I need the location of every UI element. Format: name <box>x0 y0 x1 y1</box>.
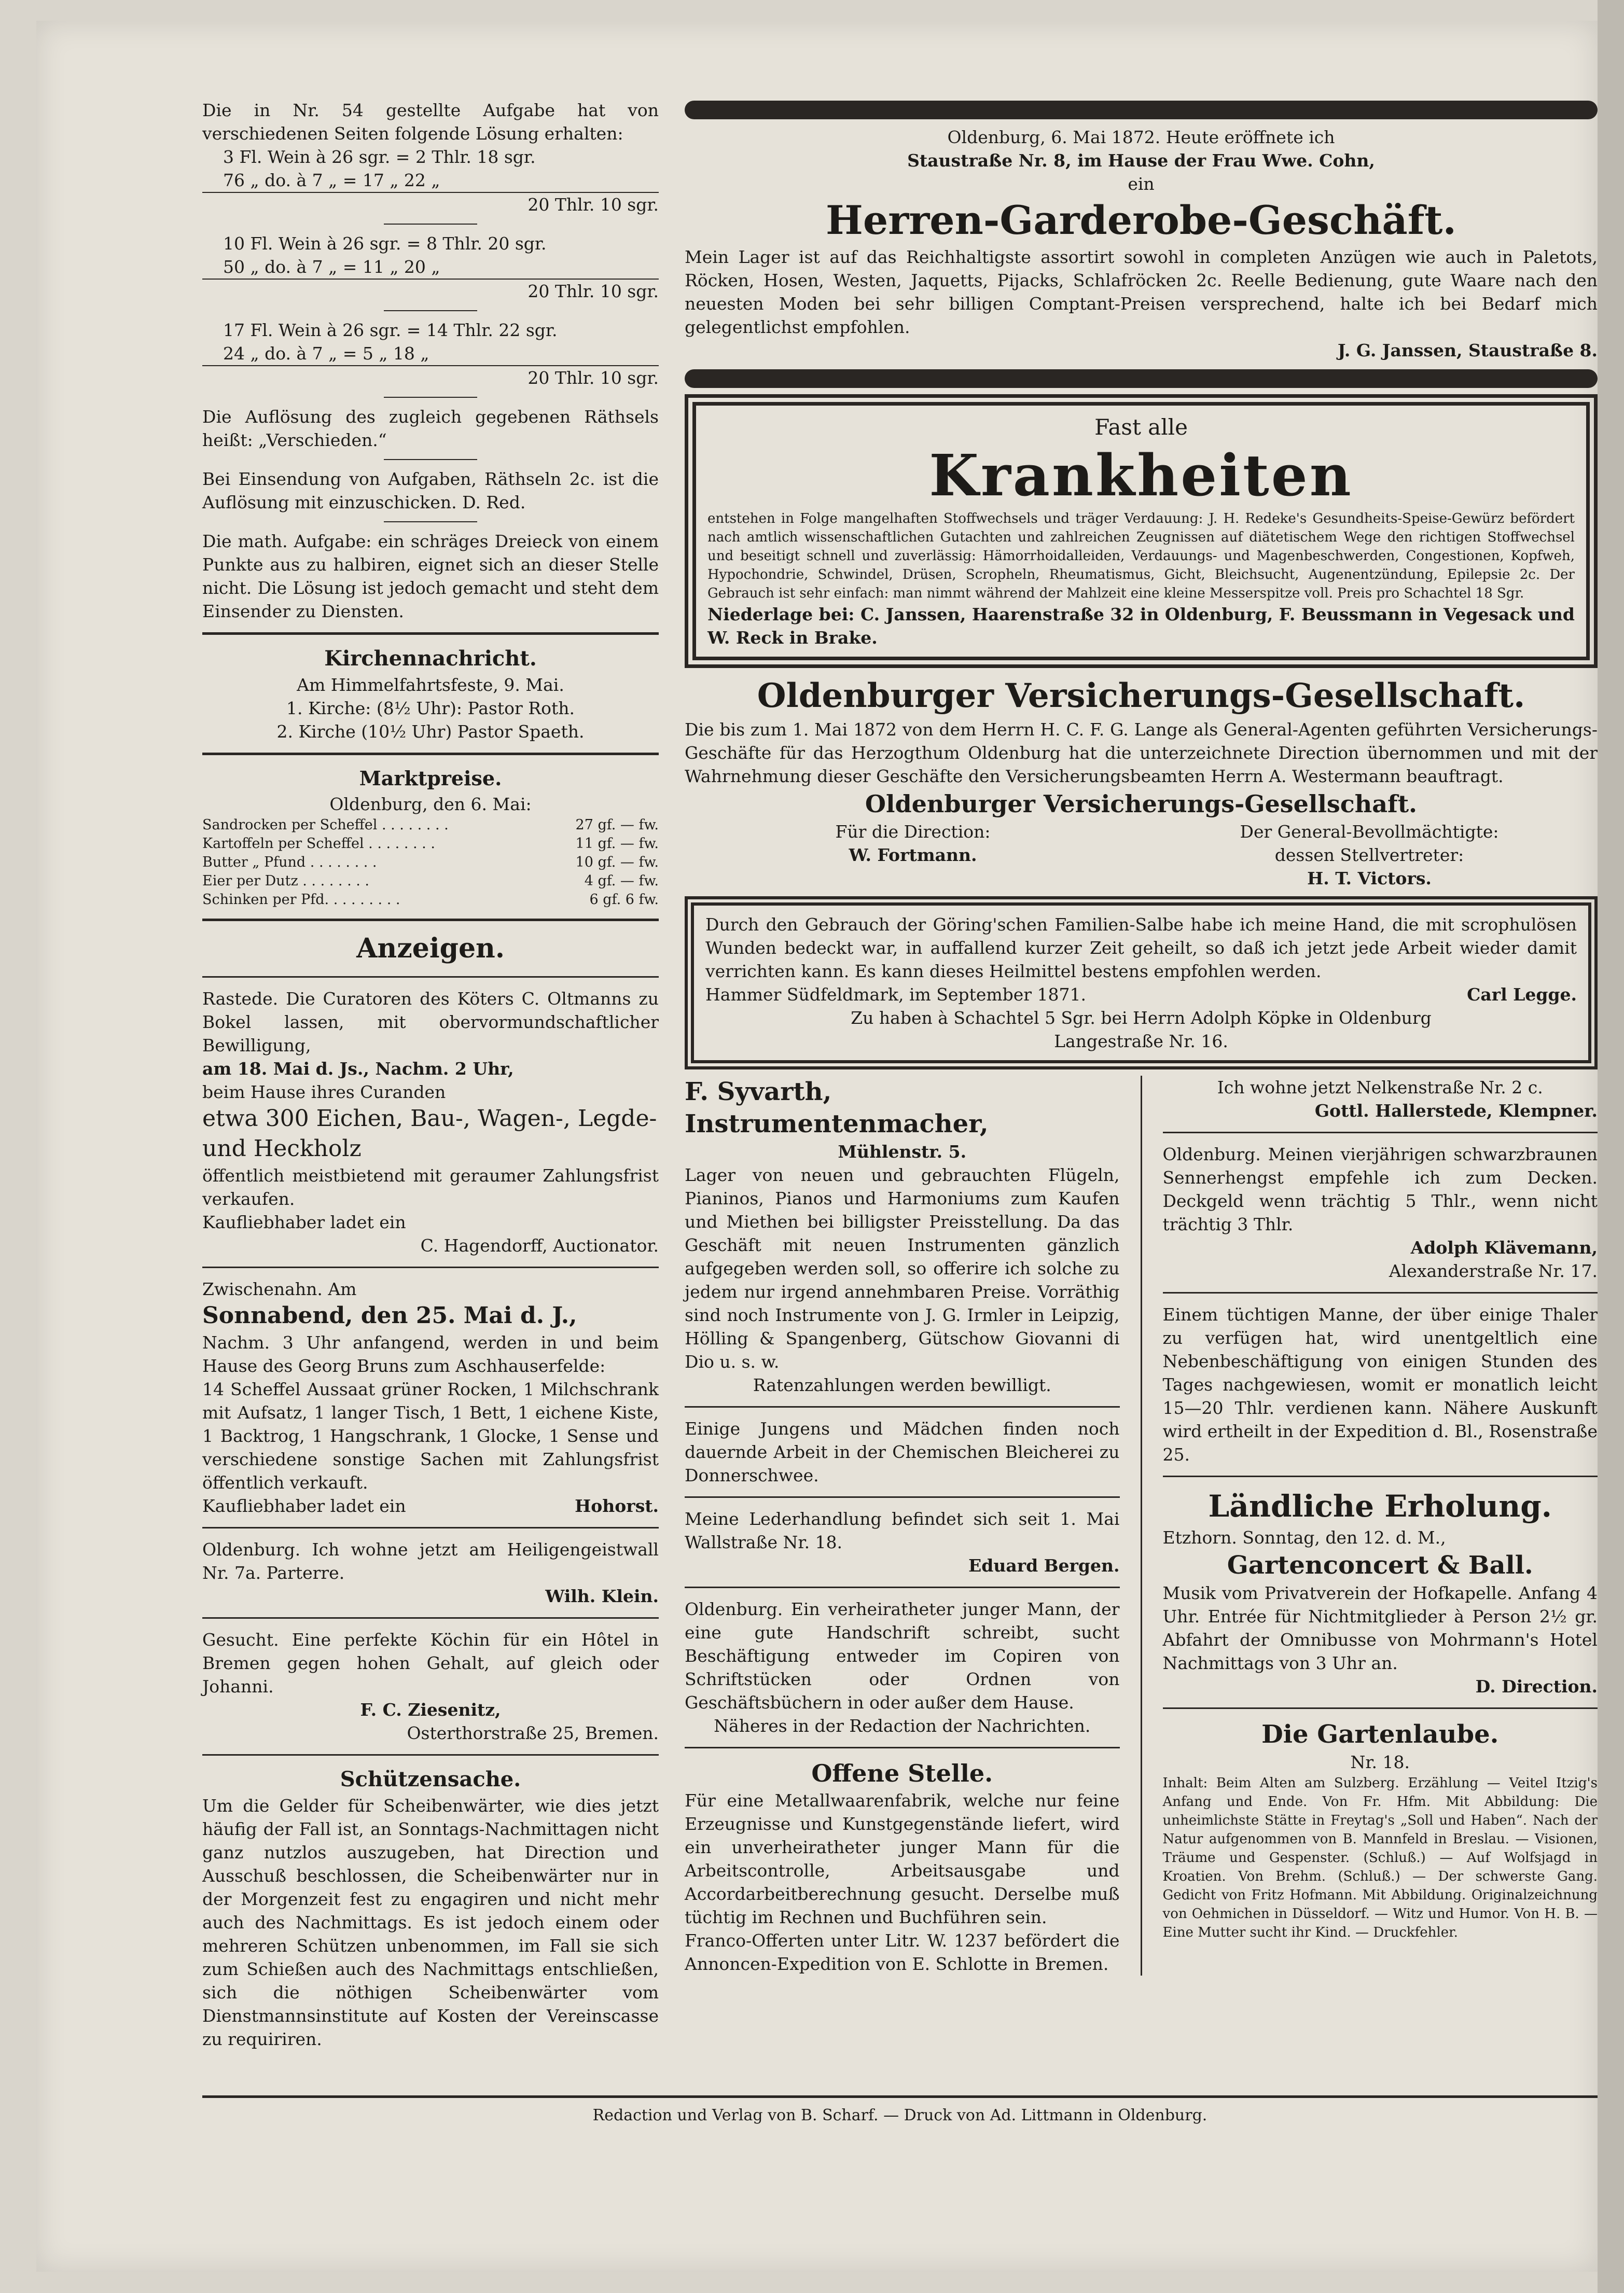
section-rule <box>202 919 659 921</box>
ad-hengst-address: Alexanderstraße Nr. 17. <box>1389 1261 1598 1281</box>
ad-schreiber-end: Näheres in der Redaction der Nachrichten. <box>714 1716 1091 1736</box>
ad-zwischenahn-date: Sonnabend, den 25. Mai d. J., <box>202 1302 577 1329</box>
ad-versicherung-r1: Der General-Bevollmächtigte: <box>1240 822 1499 842</box>
ornament-bar <box>685 101 1598 119</box>
ad-klein-text: Oldenburg. Ich wohne jetzt am Heiligengeistwall Nr. 7a. Parterre. <box>202 1539 659 1583</box>
ad-erholung-text: Musik vom Privatverein der Hofkapelle. Anfang 4 Uhr. Entrée für Nichtmitglieder à Person 2½ gr. Abfahrt der Omnibusse von Mohrmann's Hotel Nachmittags von 3 Uhr an. <box>1162 1583 1598 1673</box>
ad-versicherung-l1: Für die Direction: <box>835 822 991 842</box>
footer-rule <box>202 2095 1598 2098</box>
ad-rastede-invite: Kaufliebhaber ladet ein <box>202 1212 406 1232</box>
ad-koechin-address: Osterthorstraße 25, Bremen. <box>407 1723 659 1743</box>
ad-erholung-title2: Gartenconcert & Ball. <box>1227 1551 1533 1580</box>
market-price: 11 gf. — fw. <box>575 836 659 852</box>
right-column <box>685 99 1598 1976</box>
geometry-note: Die math. Aufgabe: ein schräges Dreieck von einem Punkte aus zu halbiren, eignet sich an dieser Stelle nicht. Die Lösung ist jedoch gemacht und steht dem Einsender zu Diensten. <box>202 531 659 621</box>
ad-garderobe-title: Herren-Garderobe-Geschäft. <box>826 197 1456 243</box>
ad-krankheiten-box <box>685 394 1598 668</box>
ad-lederhandlung: Meine Lederhandlung befindet sich seit 1. Mai Wallstraße Nr. 18. <box>685 1509 1120 1552</box>
math-line: 24 „ do. à 7 „ = 5 „ 18 „ <box>223 343 429 364</box>
church-title: Kirchennachricht. <box>324 646 537 671</box>
submission-text: Bei Einsendung von Aufgaben, Räthseln 2c. ist die Auflösung mit einzuschicken. <box>202 469 659 512</box>
market-price: 6 gf. 6 fw. <box>589 892 659 908</box>
market-subtitle: Oldenburg, den 6. Mai: <box>329 794 532 814</box>
ad-erholung-title: Ländliche Erholung. <box>1208 1489 1552 1524</box>
ad-koechin-text: Gesucht. Eine perfekte Köchin für ein Hôtel in Bremen gegen hohen Gehalt, auf gleich oder Johanni. <box>202 1630 659 1697</box>
section-rule <box>202 632 659 635</box>
market-price: 4 gf. — fw. <box>584 873 659 889</box>
math-total: 20 Thlr. 10 sgr. <box>202 365 659 390</box>
subcolumn-right <box>1163 1076 1598 1976</box>
ads-title: Anzeigen. <box>356 933 505 964</box>
ad-syvarth-text: Lager von neuen und gebrauchten Flügeln, Pianinos, Pianos und Harmoniums zum Kaufen und Miethen bei billigster Preisstellung. Da das Geschäft mit neuen Instrumenten gänzlich aufgegeben werden soll, so offerire ich solche zu jedem nur irgend annehmbaren Preise. Vorräthig sind noch Instrumente von J. G. Irmler in Leipzig, Hölling & Spangenberg, Gütschow Giovanni di Dio u. s. w. <box>685 1165 1120 1372</box>
ad-salbe-place: Hammer Südfeldmark, im September 1871. <box>705 984 1087 1005</box>
math-line: 50 „ do. à 7 „ = 11 „ 20 „ <box>223 257 440 277</box>
market-row <box>202 891 659 909</box>
math-line: 17 Fl. Wein à 26 sgr. = 14 Thlr. 22 sgr. <box>223 320 558 340</box>
math-group <box>202 318 659 390</box>
section-rule <box>685 1587 1120 1588</box>
right-subcolumns <box>685 1076 1598 1976</box>
left-column <box>202 99 659 2051</box>
math-solutions <box>202 145 659 390</box>
ad-salbe-box <box>685 896 1598 1069</box>
ad-syvarth-sub: Mühlenstr. 5. <box>838 1142 967 1162</box>
section-rule <box>1163 1476 1598 1477</box>
subcolumn-left <box>685 1076 1120 1976</box>
ad-salbe-address: Langestraße Nr. 16. <box>1054 1031 1228 1051</box>
ad-bleicherei: Einige Jungens und Mädchen finden noch dauernde Arbeit in der Chemischen Bleicherei zu Donnerschwee. <box>685 1419 1120 1485</box>
section-rule <box>685 1747 1120 1748</box>
ornament-bar <box>685 369 1598 388</box>
ad-zwischenahn-sign: Hohorst. <box>575 1496 659 1516</box>
page-edge <box>1598 0 1624 2293</box>
ad-gartenlaube-text: Inhalt: Beim Alten am Sulzberg. Erzählung — Veitel Itzig's Anfang und Ende. Von Fr. Hfm. Mit Abbildung: Die unheimlichste Stätte in Freytag's „Soll und Haben“. Nach der Natur aufgenommen von B. Mannfeld in Breslau. — Visionen, Träume und Gespenster. (Schluß.) — Auf Wolfsjagd in Kroatien. Von Brehm. (Schluß.) — Der schwerste Gang. Gedicht von Fritz Hofmann. Mit Abbildung. Originalzeichnung von Oehmichen in Düsseldorf. — Witz und Humor. Von H. B. — Eine Mutter sucht ihr Kind. — Druckfehler. <box>1162 1775 1598 1940</box>
math-line: 10 Fl. Wein à 26 sgr. = 8 Thlr. 20 sgr. <box>223 233 547 254</box>
ad-krankheiten-title: Krankheiten <box>929 442 1353 509</box>
ad-salbe-footer <box>705 983 1577 1006</box>
divider <box>384 224 477 225</box>
imprint-footer <box>202 2095 1598 2126</box>
ad-versicherung-right <box>1141 820 1598 890</box>
ad-salbe-sign: Carl Legge. <box>1467 984 1577 1005</box>
ad-schuetzen-title: Schützensache. <box>340 1767 521 1791</box>
divider <box>384 397 477 398</box>
ad-lederhandlung-sign: Eduard Bergen. <box>968 1555 1120 1576</box>
market-row <box>202 835 659 853</box>
ad-rastede-sign: C. Hagendorff, Auctionator. <box>420 1235 659 1256</box>
submission-sign: D. Red. <box>462 492 526 512</box>
ad-versicherung-text: Die bis zum 1. Mai 1872 von dem Herrn H. C. F. G. Lange als General-Agenten geführten Versicherungs-Geschäfte für das Herzogthum Oldenburg hat die unterzeichnete Direction übernommen und mit der Wahrnehmung dieser Geschäfte den Versicherungsbeamten Herrn A. Westermann beauftragt. <box>685 719 1598 786</box>
church-line: 2. Kirche (10½ Uhr) Pastor Spaeth. <box>276 721 585 742</box>
section-rule <box>202 1527 659 1528</box>
ad-zwischenahn-text: Nachm. 3 Uhr anfangend, werden in und beim Hause des Georg Bruns zum Aschhauserfelde: <box>202 1332 659 1376</box>
market-title: Marktpreise. <box>359 767 502 790</box>
section-rule <box>202 976 659 978</box>
market-price: 27 gf. — fw. <box>575 817 659 833</box>
market-price: 10 gf. — fw. <box>575 854 659 870</box>
market-row <box>202 816 659 835</box>
section-rule <box>202 753 659 755</box>
ad-zwischenahn-goods: 14 Scheffel Aussaat grüner Rocken, 1 Milchschrank mit Aufsatz, 1 langer Tisch, 1 Bett, 1 eichene Kiste, 1 Backtrog, 1 Hangschrank, 1 Glocke, 1 Sense und verschiedene sonstige Sachen mit Zahlungsfrist öffentlich verkauft. <box>202 1379 659 1493</box>
ad-koechin-sign: F. C. Ziesenitz, <box>360 1700 501 1720</box>
ad-rastede-goods: etwa 300 Eichen, Bau-, Wagen-, Legde- und Heckholz <box>202 1105 657 1162</box>
ad-versicherung-signatures <box>685 820 1598 890</box>
ad-syvarth-title: F. Syvarth, Instrumentenmacher, <box>685 1077 989 1138</box>
market-item: Sandrocken per Scheffel . . . . . . . . <box>202 817 449 833</box>
ad-garderobe-text: Mein Lager ist auf das Reichhaltigste assortirt sowohl in completen Anzügen wie auch in Paletots, Röcken, Hosen, Westen, Jaquetts, Pijacks, Schlafröcken 2c. Reelle Bedienung, gute Waare nach den neuesten Moden bei sehr billigen Comptant-Preisen versprechend, halte ich bei Bedarf mich gelegentlichst empfohlen. <box>685 247 1598 337</box>
ad-stelle-text: Für eine Metallwaarenfabrik, welche nur feine Erzeugnisse und Kunstgegenstände liefert, wird ein unverheiratheter junger Mann für die Arbeitscontrolle, Arbeitsausgabe und Accordarbeitberechnung gesucht. Derselbe muß tüchtig im Rechnen und Buchführen sein. <box>685 1790 1120 1927</box>
market-row <box>202 872 659 891</box>
math-group <box>202 145 659 225</box>
ad-syvarth-end: Ratenzahlungen werden bewilligt. <box>753 1375 1051 1395</box>
section-rule <box>1163 1132 1598 1133</box>
ad-hallerstede: Ich wohne jetzt Nelkenstraße Nr. 2 c. <box>1217 1077 1543 1097</box>
market-item: Schinken per Pfd. . . . . . . . . <box>202 892 400 908</box>
ad-rastede-text: Rastede. Die Curatoren des Köters C. Oltmanns zu Bokel lassen, mit obervormundschaftlicher Bewilligung, <box>202 989 659 1055</box>
section-rule <box>202 1754 659 1756</box>
ad-erholung-line: Etzhorn. Sonntag, den 12. d. M., <box>1162 1527 1446 1548</box>
section-rule <box>685 1496 1120 1498</box>
ad-versicherung-left <box>685 820 1141 890</box>
section-rule <box>685 1406 1120 1408</box>
ad-rastede-terms: öffentlich meistbietend mit geraumer Zahlungsfrist verkaufen. <box>202 1165 659 1209</box>
section-rule <box>1163 1707 1598 1709</box>
divider <box>384 459 477 460</box>
ad-salbe-sale: Zu haben à Schachtel 5 Sgr. bei Herrn Adolph Köpke in Oldenburg <box>851 1008 1432 1028</box>
ad-schreiber: Oldenburg. Ein verheiratheter junger Mann, der eine gute Handschrift schreibt, sucht Beschäftigung entweder im Copiren von Schriftstücken oder Ordnen von Geschäftsbüchern in oder außer dem Hause. <box>685 1599 1120 1713</box>
market-item: Eier per Dutz . . . . . . . . <box>202 873 369 889</box>
ad-versicherung-r3: H. T. Victors. <box>1307 868 1432 888</box>
ad-garderobe-line1: Oldenburg, 6. Mai 1872. Heute eröffnete ich <box>947 127 1335 147</box>
section-rule <box>202 1267 659 1268</box>
ad-hallerstede-sign: Gottl. Hallerstede, Klempner. <box>1314 1101 1598 1121</box>
ad-garderobe-sign: J. G. Janssen, Staustraße 8. <box>1337 340 1598 360</box>
math-group <box>202 232 659 311</box>
ad-klein-sign: Wilh. Klein. <box>545 1586 659 1606</box>
ad-krankheiten-sale: Niederlage bei: C. Janssen, Haarenstraße 32 in Oldenburg, F. Beussmann in Vegesack und W. Reck in Brake. <box>707 604 1575 648</box>
riddle-solution: Die Auflösung des zugleich gegebenen Räthsels heißt: „Verschieden.“ <box>202 407 659 450</box>
ad-hengst-sign: Adolph Klävemann, <box>1410 1238 1598 1258</box>
ad-zwischenahn-invite: Kaufliebhaber ladet ein <box>202 1496 406 1516</box>
ad-versicherung-r2: dessen Stellvertreter: <box>1274 845 1464 865</box>
church-line: 1. Kirche: (8½ Uhr): Pastor Roth. <box>286 698 575 718</box>
market-item: Kartoffeln per Scheffel . . . . . . . . <box>202 836 435 852</box>
ad-versicherung-l2: W. Fortmann. <box>849 845 977 865</box>
ad-hengst: Oldenburg. Meinen vierjährigen schwarzbraunen Sennerhengst empfehle ich zum Decken. Deckgeld wenn trächtig 5 Thlr., wenn nicht trächtig 3 Thlr. <box>1162 1144 1598 1234</box>
math-intro: Die in Nr. 54 gestellte Aufgabe hat von verschiedenen Seiten folgende Lösung erhalten: <box>202 100 659 144</box>
math-total: 20 Thlr. 10 sgr. <box>202 192 659 216</box>
ad-rastede-place: beim Hause ihres Curanden <box>202 1082 446 1102</box>
math-line: 76 „ do. à 7 „ = 17 „ 22 „ <box>223 170 440 190</box>
math-line: 3 Fl. Wein à 26 sgr. = 2 Thlr. 18 sgr. <box>223 147 536 167</box>
ad-garderobe-line3: ein <box>1128 174 1155 194</box>
ad-krankheiten-pre: Fast alle <box>1094 414 1188 440</box>
section-rule <box>1163 1292 1598 1294</box>
ad-garderobe-line2: Staustraße Nr. 8, im Hause der Frau Wwe. Cohn, <box>907 150 1375 171</box>
ad-krankheiten-text: entstehen in Folge mangelhaften Stoffwechsels und träger Verdauung: J. H. Redeke's Gesundheits-Speise-Gewürz befördert nach amtlich wissenschaftlichen Gutachten und zahlreichen Zeugnissen auf diätetischem Wege den richtigen Stoffwechsel und beseitigt schnell und zuverlässig: Hämorrhoidalleiden, Verdauungs- und Magenbeschwerden, Congestionen, Kopfweh, Hypochondrie, Schwindel, Drüsen, Scropheln, Rheumatismus, Gicht, Bleichsucht, Augenentzündung, Epilepsie 2c. Der Gebrauch ist sehr einfach: man nimmt während der Mahlzeit eine kleine Messerspitze voll. Preis pro Schachtel 18 Sgr. <box>707 511 1575 601</box>
divider <box>384 310 477 311</box>
ad-gartenlaube-title: Die Gartenlaube. <box>1261 1720 1499 1749</box>
market-item: Butter „ Pfund . . . . . . . . <box>202 854 377 870</box>
ad-nebenverdienst: Einem tüchtigen Manne, der über einige Thaler zu verfügen hat, wird unentgeltlich eine Nebenbeschäftigung von einigen Stunden des Tages nachgewiesen, womit er monatlich leicht 15—20 Thlr. verdienen kann. Nähere Auskunft wird ertheilt in der Expedition d. Bl., Rosenstraße 25. <box>1162 1304 1598 1465</box>
divider <box>384 521 477 522</box>
ad-versicherung-title: Oldenburger Versicherungs-Gesellschaft. <box>757 676 1525 715</box>
church-line: Am Himmelfahrtsfeste, 9. Mai. <box>297 675 564 695</box>
math-total: 20 Thlr. 10 sgr. <box>202 279 659 303</box>
section-rule <box>202 1617 659 1619</box>
ad-schuetzen-text: Um die Gelder für Scheibenwärter, wie dies jetzt häufig der Fall ist, an Sonntags-Nachmittagen nicht ganz nutzlos auszugeben, hat Direction und Ausschuß beschlossen, die Scheibenwärter nur in der Morgenzeit fest zu engagiren und nicht mehr auch des Nachmittags. Es ist jedoch einem oder mehreren Schützen unbenommen, im Fall sie sich zum Schießen auch des Nachmittags entschließen, sich die nöthigen Scheibenwärter vom Dienstmannsinstitute auf Kosten der Vereinscasse zu requiriren. <box>202 1796 659 2049</box>
ad-stelle-title: Offene Stelle. <box>811 1759 993 1787</box>
ad-salbe-text: Durch den Gebrauch der Göring'schen Familien-Salbe habe ich meine Hand, die mit scrophulösen Wunden bedeckt war, in auffallend kurzer Zeit geheilt, so daß ich jetzt jede Arbeit wieder damit verrichten kann. Es kann dieses Heilmittel bestens empfohlen werden. <box>705 914 1577 981</box>
ad-zwischenahn-footer <box>202 1494 659 1518</box>
column-divider <box>1141 1076 1142 1976</box>
ad-rastede-date: am 18. Mai d. Js., Nachm. 2 Uhr, <box>202 1059 514 1079</box>
market-row <box>202 853 659 872</box>
ad-gartenlaube-sub: Nr. 18. <box>1350 1752 1410 1772</box>
ad-stelle-end: Franco-Offerten unter Litr. W. 1237 befördert die Annoncen-Expedition von E. Schlotte in Bremen. <box>685 1930 1120 1974</box>
market-price-list <box>202 816 659 909</box>
ad-zwischenahn-place: Zwischenahn. Am <box>202 1279 357 1299</box>
ad-versicherung-title2: Oldenburger Versicherungs-Gesellschaft. <box>865 790 1418 818</box>
imprint-text: Redaction und Verlag von B. Scharf. — Druck von Ad. Littmann in Oldenburg. <box>592 2106 1207 2124</box>
submission-note <box>202 467 659 514</box>
ad-erholung-sign: D. Direction. <box>1475 1676 1598 1697</box>
